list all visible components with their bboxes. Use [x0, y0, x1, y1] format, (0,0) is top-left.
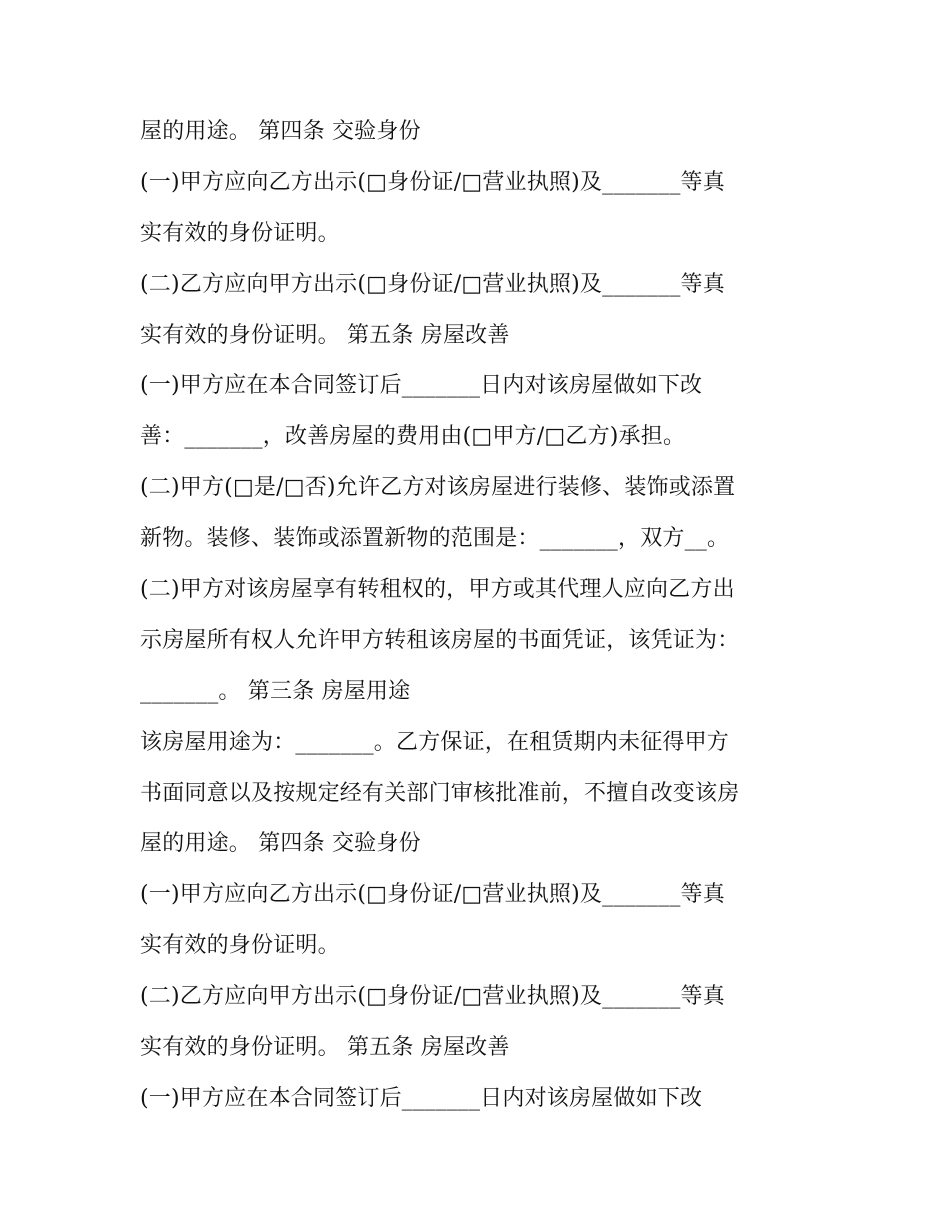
text-line: 实有效的身份证明。 — [140, 220, 340, 246]
text-line: 新物。装修、装饰或添置新物的范围是：_______，双方__。 — [140, 526, 730, 552]
text-line: (二)甲方对该房屋享有转租权的，甲方或其代理人应向乙方出 — [140, 577, 735, 603]
text-line: 善：_______，改善房屋的费用由(□甲方/□乙方)承担。 — [140, 424, 686, 450]
contract-text-body — [140, 107, 820, 1125]
text-line: 实有效的身份证明。 — [140, 933, 340, 959]
text-line: (二)乙方应向甲方出示(□身份证/□营业执照)及_______等真 — [140, 271, 725, 297]
text-line: 实有效的身份证明。 第五条 房屋改善 — [140, 1035, 510, 1061]
text-line: (一)甲方应在本合同签订后_______日内对该房屋做如下改 — [140, 373, 703, 399]
text-line: _______。 第三条 房屋用途 — [140, 678, 411, 704]
text-line: (一)甲方应向乙方出示(□身份证/□营业执照)及_______等真 — [140, 169, 725, 195]
text-line: (一)甲方应向乙方出示(□身份证/□营业执照)及_______等真 — [140, 882, 725, 908]
text-line: 该房屋用途为：_______。乙方保证，在租赁期内未征得甲方 — [140, 729, 730, 755]
text-line: 示房屋所有权人允许甲方转租该房屋的书面凭证，该凭证为： — [140, 627, 740, 653]
text-line: (二)甲方(□是/□否)允许乙方对该房屋进行装修、装饰或添置 — [140, 475, 736, 501]
text-line: (二)乙方应向甲方出示(□身份证/□营业执照)及_______等真 — [140, 984, 725, 1010]
text-line: 屋的用途。 第四条 交验身份 — [140, 119, 421, 144]
text-line: 书面同意以及按规定经有关部门审核批准前，不擅自改变该房 — [140, 780, 740, 806]
text-line: (一)甲方应在本合同签订后_______日内对该房屋做如下改 — [140, 1085, 703, 1111]
text-line: 实有效的身份证明。 第五条 房屋改善 — [140, 322, 510, 348]
text-line: 屋的用途。 第四条 交验身份 — [140, 831, 421, 857]
